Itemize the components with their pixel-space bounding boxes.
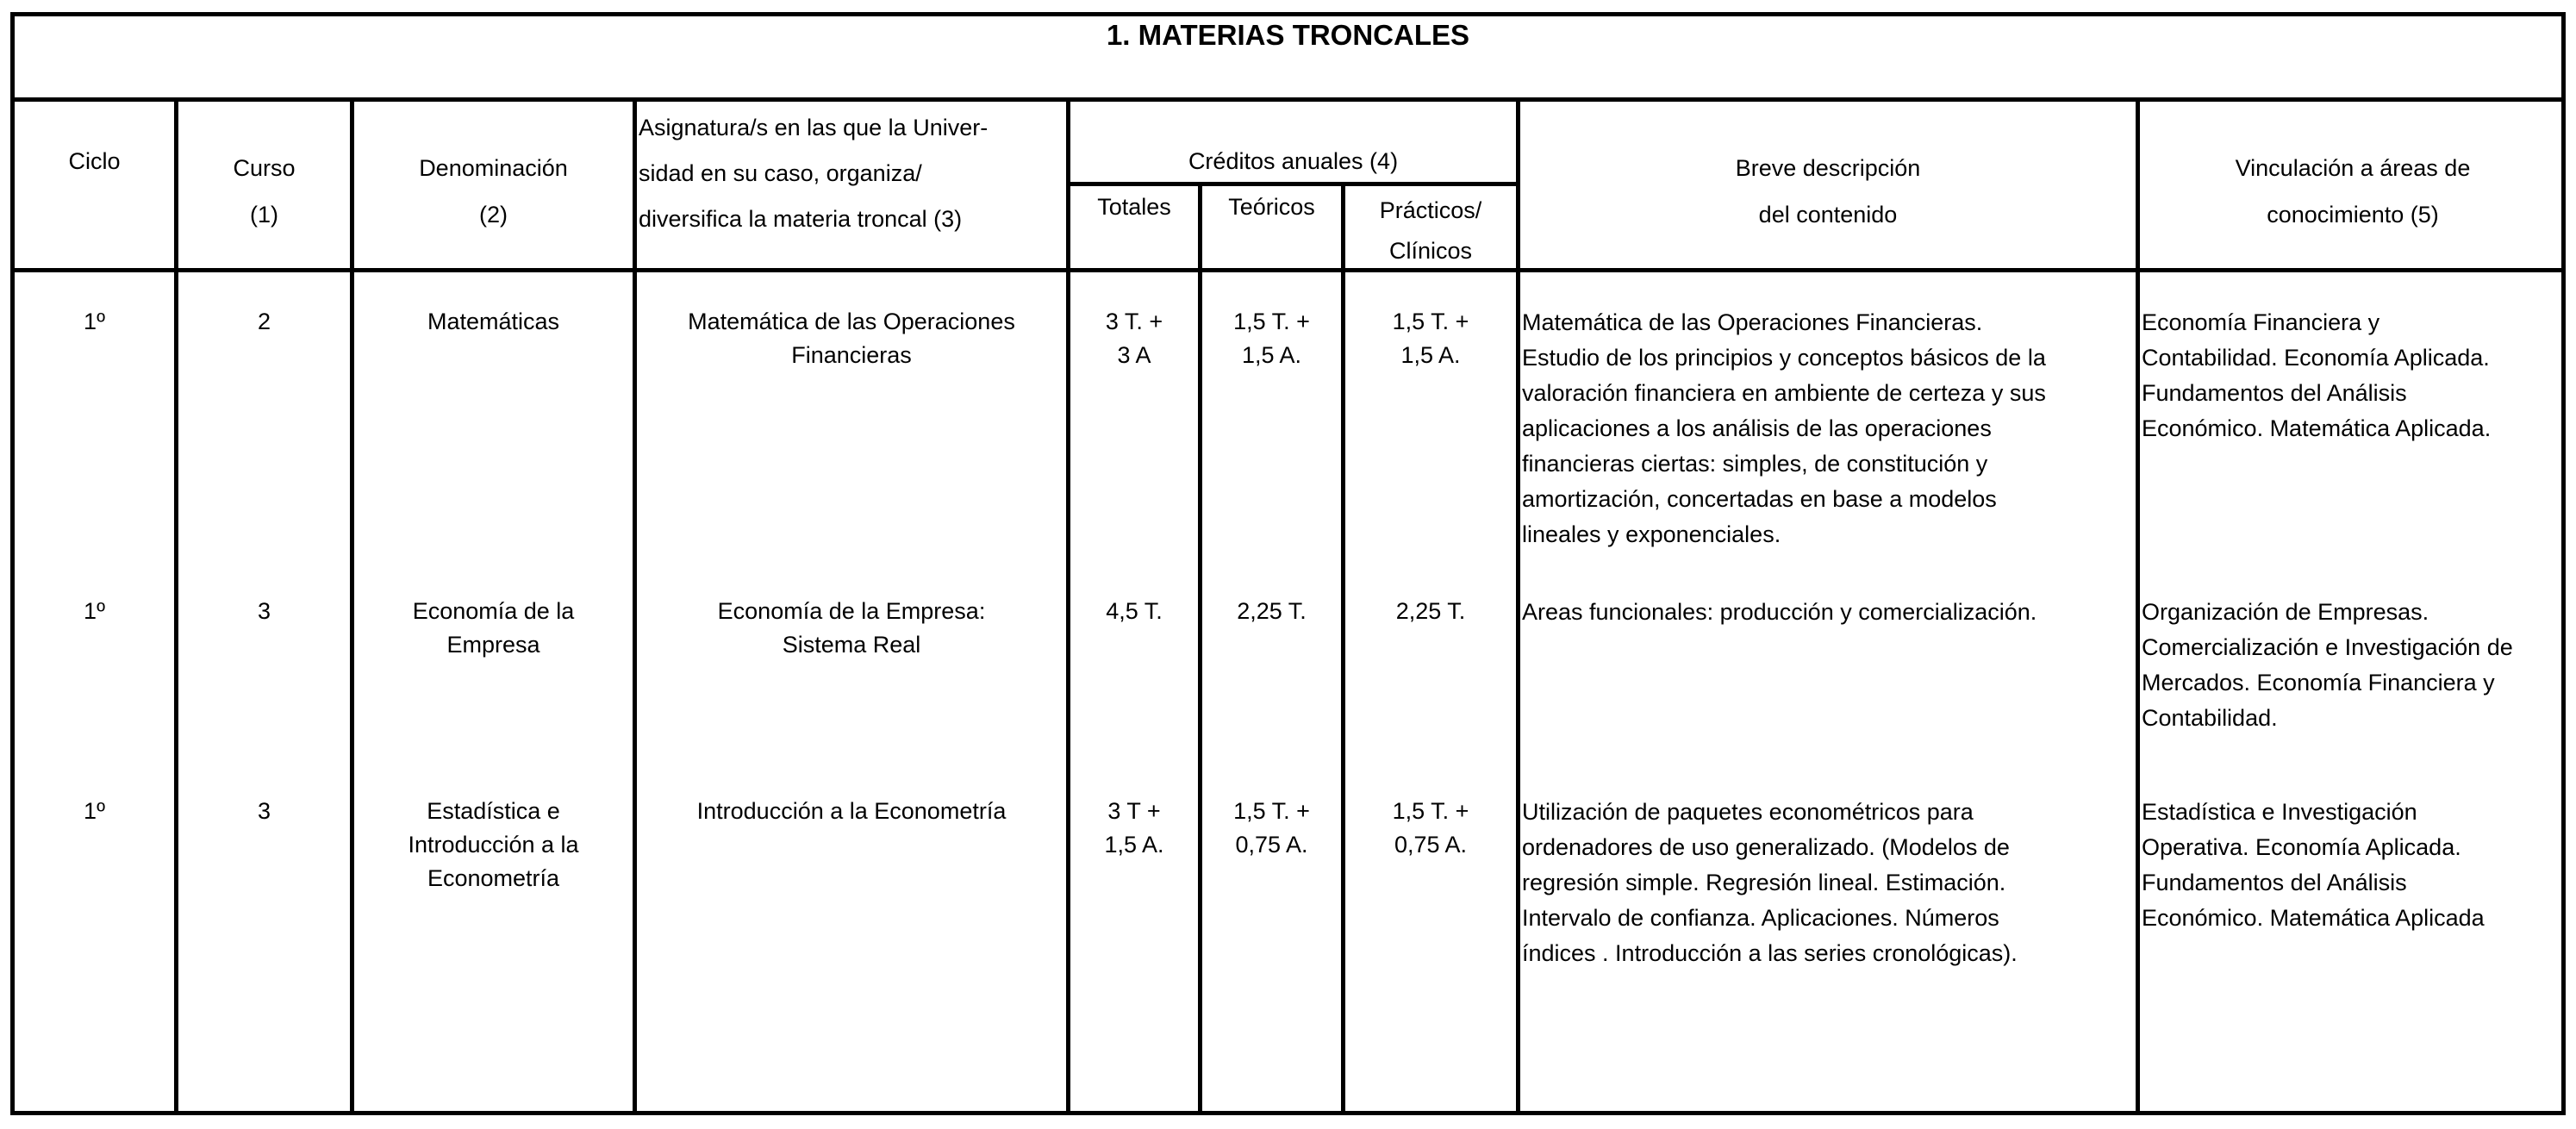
cell-asignatura [637,305,1066,372]
cell-ciclo: 1º [84,309,105,334]
cell-line: valoración financiera en ambiente de certeza y sus [1522,380,2046,406]
cell-denominacion [354,795,633,895]
header-asignaturas [639,105,1061,242]
header-asignaturas-line: Asignatura/s en las que la Univer- [639,115,989,140]
cell-line: Estadística e [427,798,560,824]
header-totales: Totales [1097,194,1171,220]
cell-teoricos [1202,305,1341,372]
header-curso-line: (1) [250,202,278,228]
cell-line: 1,5 A. [1400,342,1461,368]
header-curso-line: Curso [233,155,296,181]
col-divider-8 [2136,97,2140,1115]
cell-line: 3 A [1117,342,1151,368]
cell-line: Intervalo de confianza. Aplicaciones. Números [1522,905,1999,931]
cell-line: 1,5 T. + [1392,309,1469,334]
cell-teoricos [1202,795,1341,862]
cell-ciclo: 1º [84,598,105,624]
cell-descripcion [1522,595,2132,630]
table-title: 1. MATERIAS TRONCALES [1106,19,1470,51]
cell-line: aplicaciones a los análisis de las operaciones [1522,415,1992,441]
col-divider-7 [1516,97,1520,1115]
cell-denominacion [354,595,633,662]
header-vinculacion-line: Vinculación a áreas de [2235,155,2471,181]
cell-line: Introducción a la [408,832,579,858]
cell-line: lineales y exponenciales. [1522,521,1781,547]
cell-line: regresión simple. Regresión lineal. Estimación. [1522,870,2006,895]
cell-line: Sistema Real [782,632,921,658]
cell-teoricos [1202,595,1341,628]
cell-ciclo: 1º [84,798,105,824]
cell-totales [1070,795,1198,862]
cell-line: 0,75 A. [1394,832,1468,858]
header-teoricos: Teóricos [1228,194,1315,220]
cell-line: 2,25 T. [1395,598,1466,624]
cell-line: Empresa [446,632,540,658]
cell-line: Mercados. Economía Financiera y [2142,670,2495,695]
cell-line: ordenadores de uso generalizado. (Modelos de [1522,834,2010,860]
cell-line: 0,75 A. [1235,832,1308,858]
title-divider [10,97,2566,102]
header-practicos-line: Clínicos [1388,238,1473,264]
cell-line: Organización de Empresas. [2142,599,2429,625]
cell-line: Estadística e Investigación [2142,799,2417,825]
cell-line: Econometría [427,865,560,891]
cell-line: amortización, concertadas en base a modelos [1522,486,1997,512]
cell-line: Matemática de las Operaciones [688,309,1015,334]
header-denominacion-line: (2) [479,202,508,228]
cell-curso: 2 [257,309,271,334]
header-ciclo: Ciclo [68,148,121,174]
cell-vinculacion [2142,595,2562,736]
cell-asignatura [637,795,1066,828]
cell-line: Contabilidad. Economía Aplicada. [2142,345,2490,371]
cell-line: Introducción a la Econometría [696,798,1007,824]
cell-line: Operativa. Economía Aplicada. [2142,834,2461,860]
cell-line: Economía de la Empresa: [717,598,986,624]
cell-line: Economía de la [412,598,575,624]
header-descripcion-line: del contenido [1758,202,1898,228]
cell-vinculacion [2142,305,2562,446]
header-creditos: Créditos anuales (4) [1188,148,1399,174]
header-curso [178,145,350,238]
cell-line: Utilización de paquetes econométricos para [1522,799,1974,825]
cell-descripcion [1522,795,2132,971]
cell-line: Comercialización e Investigación de [2142,634,2513,660]
cell-totales [1070,305,1198,372]
cell-line: 1,5 T. + [1233,309,1310,334]
cell-line: Fundamentos del Análisis [2142,870,2407,895]
cell-line: Financieras [791,342,912,368]
cell-totales [1070,595,1198,628]
cell-line: Matemática de las Operaciones Financieras. [1522,309,1983,335]
cell-line: Económico. Matemática Aplicada. [2142,415,2492,441]
cell-line: Contabilidad. [2142,705,2278,731]
cell-denominacion [354,305,633,339]
cell-asignatura [637,595,1066,662]
header-vinculacion [2140,145,2566,238]
header-denominacion-line: Denominación [419,155,568,181]
cell-practicos [1345,305,1516,372]
cell-line: 3 T. + [1105,309,1163,334]
header-practicos-line: Prácticos/ [1379,197,1482,223]
cell-vinculacion [2142,795,2562,936]
cell-curso: 3 [257,798,271,824]
header-divider [10,268,2566,272]
cell-practicos [1345,595,1516,628]
cell-practicos [1345,795,1516,862]
cell-line: Economía Financiera y [2142,309,2380,335]
header-practicos [1345,190,1516,271]
cell-line: 2,25 T. [1237,598,1307,624]
credits-subheader-divider [1066,182,1516,186]
header-vinculacion-line: conocimiento (5) [2267,202,2439,228]
cell-line: 1,5 A. [1104,832,1164,858]
cell-line: Areas funcionales: producción y comercialización. [1522,599,2037,625]
header-denominacion [354,145,633,238]
header-asignaturas-line: diversifica la materia troncal (3) [639,206,963,232]
header-descripcion [1520,145,2136,238]
cell-line: 1,5 A. [1241,342,1302,368]
cell-descripcion [1522,305,2132,552]
cell-line: financieras ciertas: simples, de constitución y [1522,451,1988,477]
cell-line: Matemáticas [427,309,560,334]
cell-line: 1,5 T. + [1392,798,1469,824]
cell-line: Estudio de los principios y conceptos básicos de la [1522,345,2046,371]
cell-line: índices . Introducción a las series cronológicas). [1522,940,2018,966]
header-descripcion-line: Breve descripción [1735,155,1921,181]
cell-line: 3 T + [1107,798,1161,824]
cell-line: Económico. Matemática Aplicada [2142,905,2485,931]
header-asignaturas-line: sidad en su caso, organiza/ [639,160,922,186]
cell-line: Fundamentos del Análisis [2142,380,2407,406]
cell-curso: 3 [257,598,271,624]
cell-line: 1,5 T. + [1233,798,1310,824]
cell-line: 4,5 T. [1106,598,1163,624]
